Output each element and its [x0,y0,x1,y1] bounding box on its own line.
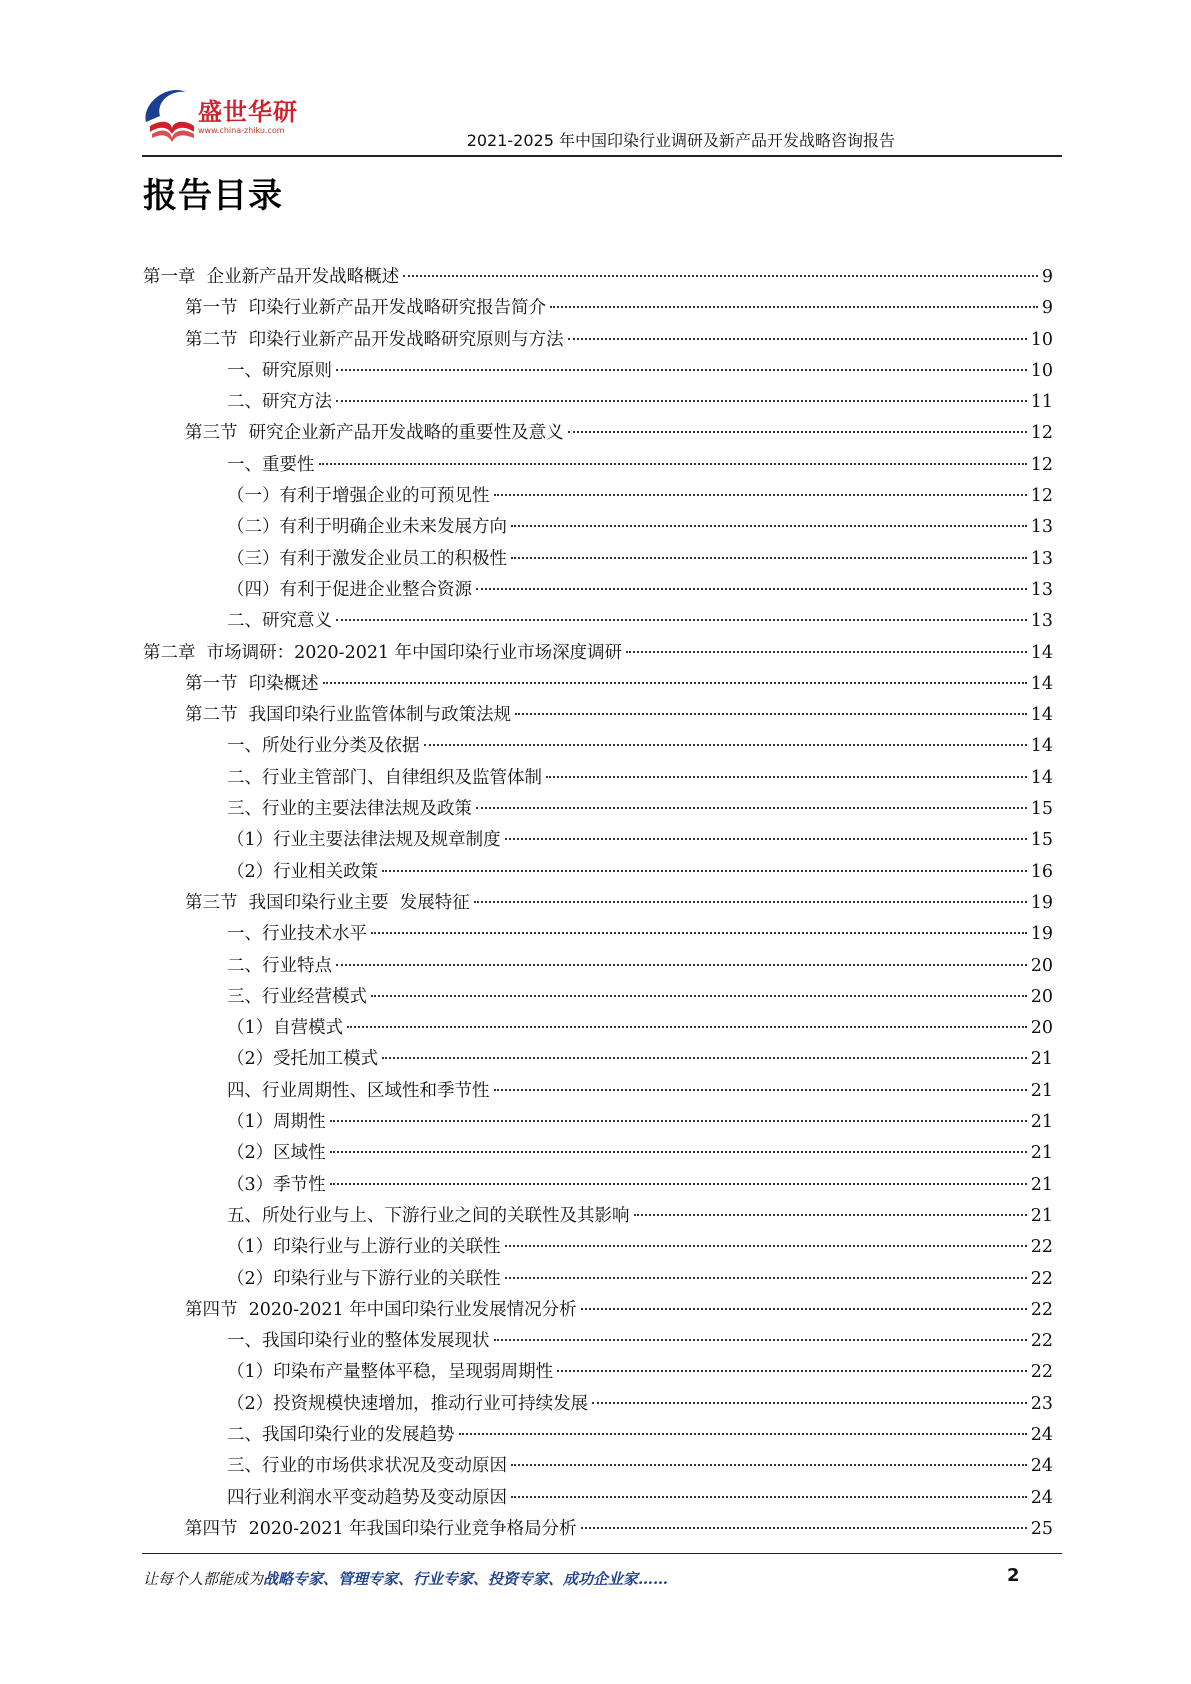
toc-entry[interactable] [143,888,1053,919]
dot-leader [403,275,1038,277]
toc-entry[interactable] [143,1201,1053,1232]
dot-leader [424,744,1027,746]
toc-entry-title: （2）受托加工模式 [227,1049,379,1070]
toc-entry-page: 21 [1030,1205,1053,1226]
toc-entry[interactable] [143,1483,1053,1514]
toc-entry-page: 12 [1030,454,1053,475]
toc-entry-page: 22 [1030,1299,1053,1320]
toc-entry-page: 21 [1030,1080,1053,1101]
logo-url: www.china-zhiku.com [198,126,285,135]
toc-entry-title: 二、行业特点 [227,955,332,976]
toc-entry-page: 13 [1030,517,1053,538]
toc-entry[interactable] [143,794,1053,825]
dot-leader [494,494,1027,496]
toc-entry-page: 15 [1030,830,1053,851]
toc-entry[interactable] [143,481,1053,512]
toc-entry-title: 四、行业周期性、区域性和季节性 [227,1080,490,1101]
dot-leader [474,901,1027,903]
toc-entry-page: 20 [1030,955,1053,976]
toc-entry-page: 10 [1030,329,1053,350]
toc-entry[interactable] [143,1170,1053,1201]
toc-entry-title: 二、研究意义 [227,611,332,632]
toc-entry-title: （1）周期性 [227,1112,326,1133]
toc-entry-page: 14 [1030,642,1053,663]
toc-entry-title: 一、重要性 [227,454,315,475]
dot-leader [511,557,1027,559]
toc-entry-title: 四行业利润水平变动趋势及变动原因 [227,1487,507,1508]
toc-entry-title: 二、我国印染行业的发展趋势 [227,1424,455,1445]
dot-leader [382,870,1027,872]
toc-entry-page: 9 [1041,267,1053,287]
toc-entry[interactable] [143,1420,1053,1451]
toc-entry-title: （四）有利于促进企业整合资源 [227,579,472,600]
toc-entry-title: 第一章 企业新产品开发战略概述 [143,267,400,287]
dot-leader [476,807,1027,809]
toc-entry-title: 第二节 印染行业新产品开发战略研究原则与方法 [185,329,564,350]
toc-entry[interactable] [143,1013,1053,1044]
toc-entry-page: 13 [1030,579,1053,600]
dot-leader [505,838,1027,840]
toc-entry-title: 第二节 我国印染行业监管体制与政策法规 [185,705,512,726]
dot-leader [505,1245,1027,1247]
toc-entry-title: 第三节 我国印染行业主要 发展特征 [185,892,470,913]
toc-entry-page: 19 [1030,924,1053,945]
dot-leader [581,1308,1027,1310]
toc-entry-title: （1）行业主要法律法规及规章制度 [227,830,501,851]
toc-entry-page: 21 [1030,1143,1053,1164]
toc-entry-title: 第一节 印染概述 [185,673,319,694]
dot-leader [330,1151,1027,1153]
toc-entry[interactable] [143,325,1053,356]
toc-entry[interactable] [143,418,1053,449]
toc-entry[interactable] [143,356,1053,387]
toc-entry-page: 22 [1030,1237,1053,1258]
toc-entry-page: 15 [1030,799,1053,820]
toc-entry-page: 23 [1030,1393,1053,1414]
toc-entry-page: 11 [1030,392,1053,413]
toc-entry-title: 二、行业主管部门、自律组织及监管体制 [227,767,542,788]
toc-entry[interactable] [143,387,1053,418]
toc-entry-page: 24 [1030,1456,1053,1477]
toc-entry-title: 第四节 2020-2021 年我国印染行业竞争格局分析 [185,1518,577,1539]
dot-leader [568,431,1027,433]
toc-entry[interactable] [143,575,1053,606]
toc-entry-title: 五、所处行业与上、下游行业之间的关联性及其影响 [227,1205,630,1226]
toc-entry[interactable] [143,1451,1053,1482]
toc-entry-title: （2）行业相关政策 [227,861,379,882]
toc-entry-page: 13 [1030,548,1053,569]
dot-leader [323,682,1027,684]
toc-entry-page: 14 [1030,705,1053,726]
dot-leader [505,1277,1027,1279]
dot-leader [494,1339,1027,1341]
toc-entry-title: （2）投资规模快速增加，推动行业可持续发展 [227,1393,589,1414]
toc-entry-title: （1）印染行业与上游行业的关联性 [227,1237,501,1258]
toc-entry[interactable] [143,638,1053,669]
toc-entry[interactable] [143,731,1053,762]
toc-entry[interactable] [143,1232,1053,1263]
footer-divider [142,1553,1062,1554]
toc-entry-title: 一、所处行业分类及依据 [227,736,420,757]
toc-entry-title: （2）区域性 [227,1143,326,1164]
toc-entry-page: 16 [1030,861,1053,882]
toc-entry-page: 20 [1030,1018,1053,1039]
dot-leader [347,1026,1027,1028]
toc-entry-page: 22 [1030,1331,1053,1352]
toc-entry[interactable] [143,450,1053,481]
toc-entry-title: 三、行业经营模式 [227,986,367,1007]
toc-entry[interactable] [143,1044,1053,1075]
toc-entry-page: 10 [1030,360,1053,381]
toc-entry[interactable] [143,700,1053,731]
toc-entry[interactable] [143,1514,1053,1545]
logo-name: 盛世华研 [198,98,298,126]
slogan-roles: 战略专家、管理专家、行业专家、投资专家、成功企业家…… [263,1570,669,1588]
dot-leader [476,588,1027,590]
dot-leader [319,463,1027,465]
toc-entry-page: 21 [1030,1112,1053,1133]
dot-leader [546,776,1027,778]
toc-entry[interactable] [143,544,1053,575]
header-divider [142,155,1062,157]
toc-entry[interactable] [143,1138,1053,1169]
toc-entry-title: 一、研究原则 [227,360,332,381]
dot-leader [515,713,1027,715]
dot-leader [330,1183,1027,1185]
toc-entry-title: 三、行业的市场供求状况及变动原因 [227,1456,507,1477]
toc-entry[interactable] [143,1389,1053,1420]
dot-leader [634,1214,1027,1216]
toc-entry[interactable] [143,982,1053,1013]
toc-entry[interactable] [143,919,1053,950]
report-title: 2021-2025 年中国印染行业调研及新产品开发战略咨询报告 [466,131,895,150]
dot-leader [382,1057,1027,1059]
toc-entry-title: （3）季节性 [227,1174,326,1195]
toc-entry[interactable] [143,857,1053,888]
dot-leader [626,651,1027,653]
toc-entry[interactable] [143,606,1053,637]
page-title: 报告目录 [143,176,283,216]
toc-entry-title: （三）有利于激发企业员工的积极性 [227,548,507,569]
brand-logo [140,82,320,146]
toc-entry-page: 12 [1030,486,1053,507]
toc-entry-page: 9 [1041,298,1053,319]
toc-entry-page: 14 [1030,673,1053,694]
toc-entry[interactable] [143,763,1053,794]
toc-entry-title: （2）印染行业与下游行业的关联性 [227,1268,501,1289]
slogan-prefix: 让每个人都能成为 [143,1570,264,1588]
toc-entry-title: （一）有利于增强企业的可预见性 [227,486,490,507]
toc-entry-title: 一、行业技术水平 [227,924,367,945]
dot-leader [511,1496,1027,1498]
toc-entry[interactable] [143,1107,1053,1138]
dot-leader [568,338,1027,340]
toc-entry-page: 20 [1030,986,1053,1007]
toc-entry[interactable] [143,951,1053,982]
toc-entry-title: 一、我国印染行业的整体发展现状 [227,1331,490,1352]
toc-entry-page: 13 [1030,611,1053,632]
toc-entry-title: 三、行业的主要法律法规及政策 [227,799,472,820]
dot-leader [550,306,1038,308]
table-of-contents [143,262,1053,1545]
toc-entry[interactable] [143,1295,1053,1326]
toc-entry[interactable] [143,262,1053,293]
toc-entry-page: 25 [1030,1518,1053,1539]
toc-entry-page: 14 [1030,767,1053,788]
dot-leader [557,1370,1027,1372]
dot-leader [592,1402,1027,1404]
toc-entry[interactable] [143,1264,1053,1295]
toc-entry[interactable] [143,1357,1053,1388]
toc-entry-title: 第三节 研究企业新产品开发战略的重要性及意义 [185,423,564,444]
page-number: 2 [1007,1565,1020,1586]
toc-entry-title: 二、研究方法 [227,392,332,413]
dot-leader [336,369,1027,371]
toc-entry-page: 19 [1030,892,1053,913]
dot-leader [336,964,1027,966]
toc-entry-page: 22 [1030,1362,1053,1383]
footer-slogan [143,1568,668,1589]
toc-entry[interactable] [143,669,1053,700]
toc-entry[interactable] [143,1326,1053,1357]
book-swoosh-logo-icon [140,82,200,146]
toc-entry-title: 第一节 印染行业新产品开发战略研究报告简介 [185,298,547,319]
toc-entry[interactable] [143,825,1053,856]
toc-entry-title: 第二章 市场调研：2020-2021 年中国印染行业市场深度调研 [143,642,623,663]
dot-leader [494,1089,1027,1091]
toc-entry-page: 14 [1030,736,1053,757]
toc-entry[interactable] [143,293,1053,324]
toc-entry-page: 24 [1030,1487,1053,1508]
dot-leader [371,932,1027,934]
toc-entry-title: （二）有利于明确企业未来发展方向 [227,517,507,538]
toc-entry-page: 12 [1030,423,1053,444]
dot-leader [330,1120,1027,1122]
toc-entry-page: 22 [1030,1268,1053,1289]
dot-leader [511,525,1027,527]
dot-leader [336,400,1027,402]
toc-entry-title: 第四节 2020-2021 年中国印染行业发展情况分析 [185,1299,577,1320]
toc-entry-page: 24 [1030,1424,1053,1445]
toc-entry[interactable] [143,512,1053,543]
dot-leader [581,1527,1027,1529]
toc-entry-page: 21 [1030,1174,1053,1195]
toc-entry-title: （1）印染布产量整体平稳，呈现弱周期性 [227,1362,554,1383]
toc-entry-title: （1）自营模式 [227,1018,344,1039]
dot-leader [371,995,1027,997]
dot-leader [459,1433,1027,1435]
toc-entry-page: 21 [1030,1049,1053,1070]
dot-leader [511,1464,1027,1466]
dot-leader [336,619,1027,621]
toc-entry[interactable] [143,1076,1053,1107]
